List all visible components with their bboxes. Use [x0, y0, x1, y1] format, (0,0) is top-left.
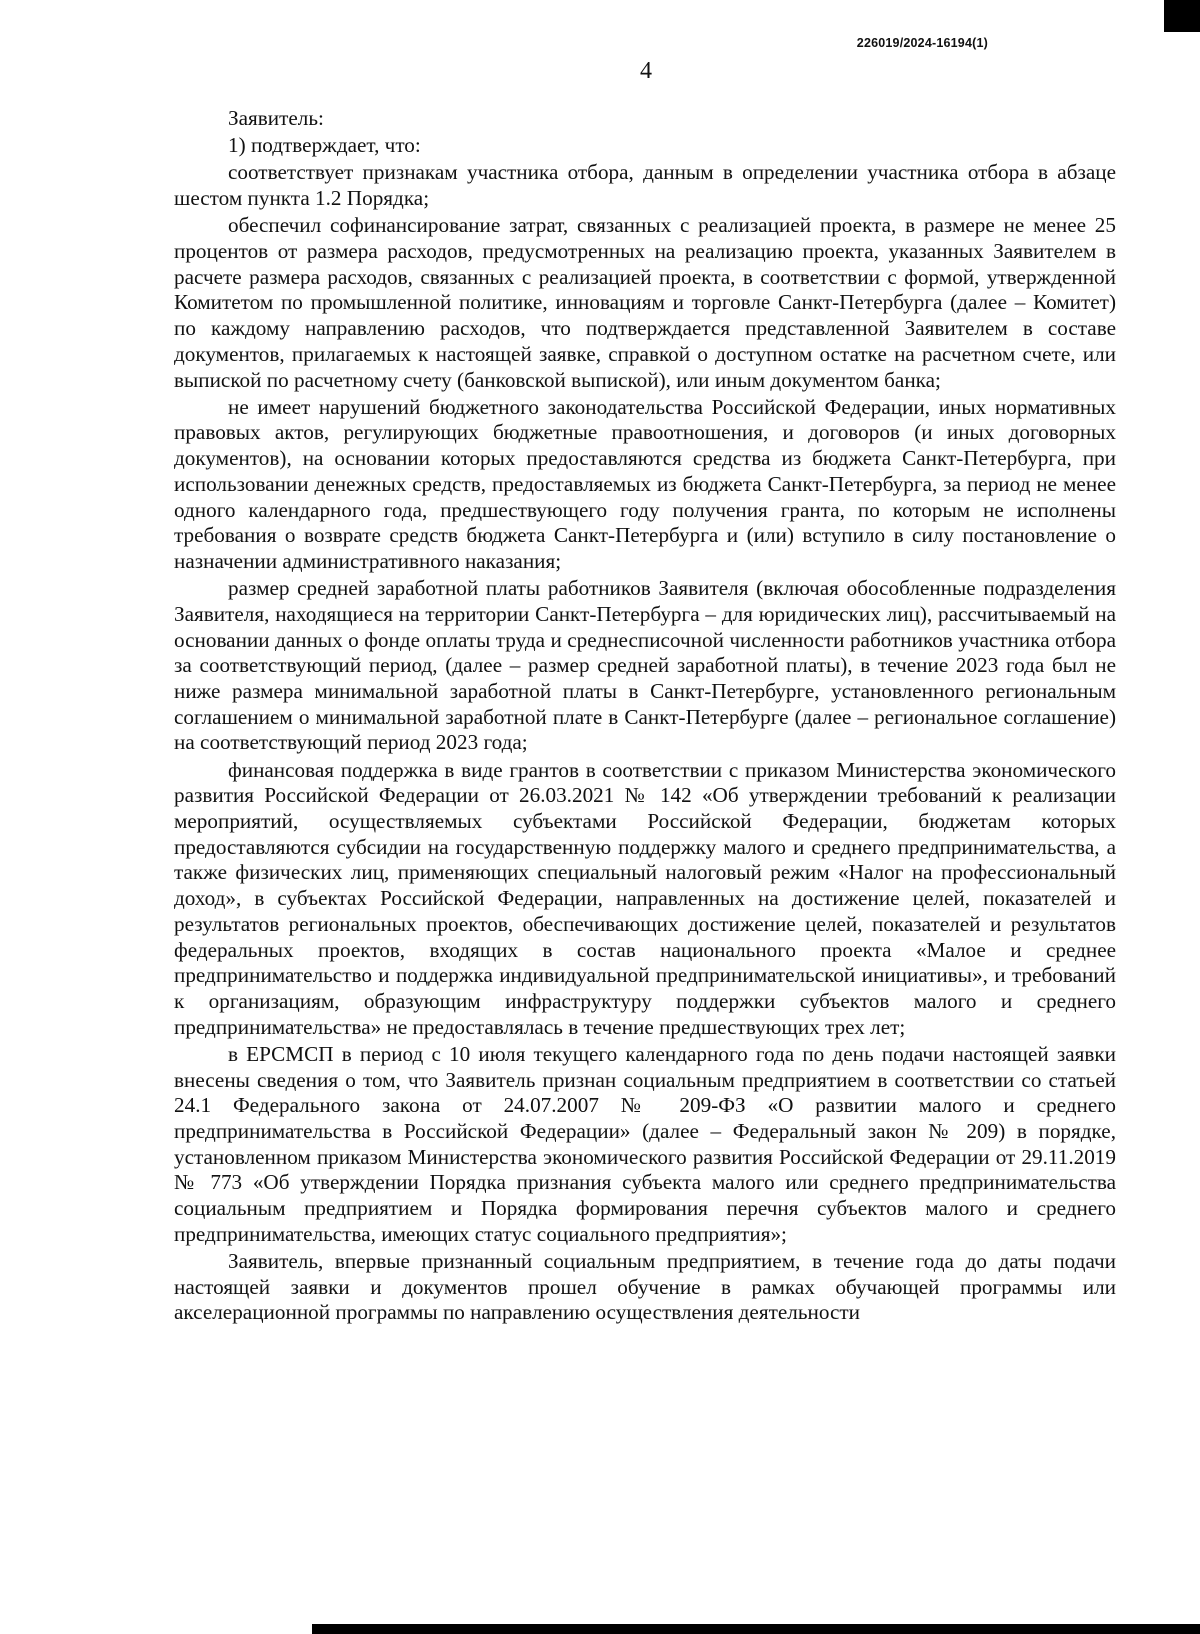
document-body	[174, 106, 1116, 1328]
paragraph-ersmsp-registry: в ЕРСМСП в период с 10 июля текущего календарного года по день подачи настоящей заявки внесены сведения о том, что Заявитель признан социальным предприятием в соответствии со статьей 24.1 Федерального закона от 24.07.2007 № 209-ФЗ «О развитии малого и среднего предпринимательства в Российской Федерации» (далее – Федеральный закон № 209) в порядке, установленном приказом Министерства экономического развития Российской Федерации от 29.11.2019 № 773 «Об утверждении Порядка признания субъекта малого или среднего предпринимательства социальным предприятием и Порядка формирования перечня субъектов малого и среднего предпринимательства, имеющих статус социального предприятия»;	[174, 1041, 1116, 1246]
paragraph-cofinancing: обеспечил софинансирование затрат, связанных с реализацией проекта, в размере не менее 25 процентов от размера расходов, предусмотренных на реализацию проекта, указанных Заявителем в расчете размера расходов, связанных с реализацией проекта, в соответствии с формой, утвержденной Комитетом по промышленной политике, инновациям и торговле Санкт-Петербурга (далее – Комитет) по каждому направлению расходов, что подтверждается представленной Заявителем в составе документов, прилагаемых к настоящей заявке, справкой о доступном остатке на расчетном счете, или выпиской по расчетному счету (банковской выпиской), или иным документом банка;	[174, 213, 1116, 392]
scan-edge-mark-bottom	[312, 1624, 1200, 1634]
paragraph-applicant: Заявитель:	[228, 106, 324, 130]
scan-edge-mark	[1164, 0, 1200, 32]
paragraph-budget-violations: не имеет нарушений бюджетного законодательства Российской Федерации, иных нормативных правовых актов, регулирующих бюджетные правоотношения, и договоров (и иных договорных документов), на основании которых предоставляются средства из бюджета Санкт-Петербурга, при использовании денежных средств, предоставляемых из бюджета Санкт-Петербурга, за период не менее одного календарного года, предшествующего году получения гранта, по которым не исполнены требования о возврате средств бюджета Санкт-Петербурга и (или) вступило в силу постановление о назначении административного наказания;	[174, 394, 1116, 573]
paragraph-financial-support: финансовая поддержка в виде грантов в соответствии с приказом Министерства экономического развития Российской Федерации от 26.03.2021 № 142 «Об утверждении требований к реализации мероприятий, осуществляемых субъектами Российской Федерации, бюджетам которых предоставляются субсидии на государственную поддержку малого и среднего предпринимательства, а также физических лиц, применяющих специальный налоговый режим «Налог на профессиональный доход», в субъектах Российской Федерации, направленных на достижение целей, показателей и результатов региональных проектов, обеспечивающих достижение целей, показателей и результатов федеральных проектов, входящих в состав национального проекта «Малое и среднее предпринимательство и поддержка индивидуальной предпринимательской инициативы», и требований к организациям, образующим инфраструктуру поддержки субъектов малого и среднего предпринимательства» не предоставлялась в течение предшествующих трех лет;	[174, 757, 1116, 1039]
paragraph-training: Заявитель, впервые признанный социальным предприятием, в течение года до даты подачи настоящей заявки и документов прошел обучение в рамках обучающей программы или акселерационной программы по направлению осуществления деятельности	[174, 1248, 1116, 1325]
paragraph-average-salary: размер средней заработной платы работников Заявителя (включая обособленные подразделения Заявителя, находящиеся на территории Санкт-Петербурга – для юридических лиц), рассчитываемый на основании данных о фонде оплаты труда и среднесписочной численности работников участника отбора за соответствующий период, (далее – размер средней заработной платы), в течение 2023 года был не ниже размера минимальной заработной платы в Санкт-Петербурге, установленного региональным соглашением о минимальной заработной плате в Санкт-Петербурге (далее – региональное соглашение) на соответствующий период 2023 года;	[174, 576, 1116, 755]
paragraph-confirms: 1) подтверждает, что:	[228, 133, 421, 158]
page-number: 4	[640, 58, 652, 84]
paragraph-selection-criteria: соответствует признакам участника отбора, данным в определении участника отбора в абзаце шестом пункта 1.2 Порядка;	[174, 160, 1116, 211]
document-number: 226019/2024-16194(1)	[856, 36, 988, 50]
